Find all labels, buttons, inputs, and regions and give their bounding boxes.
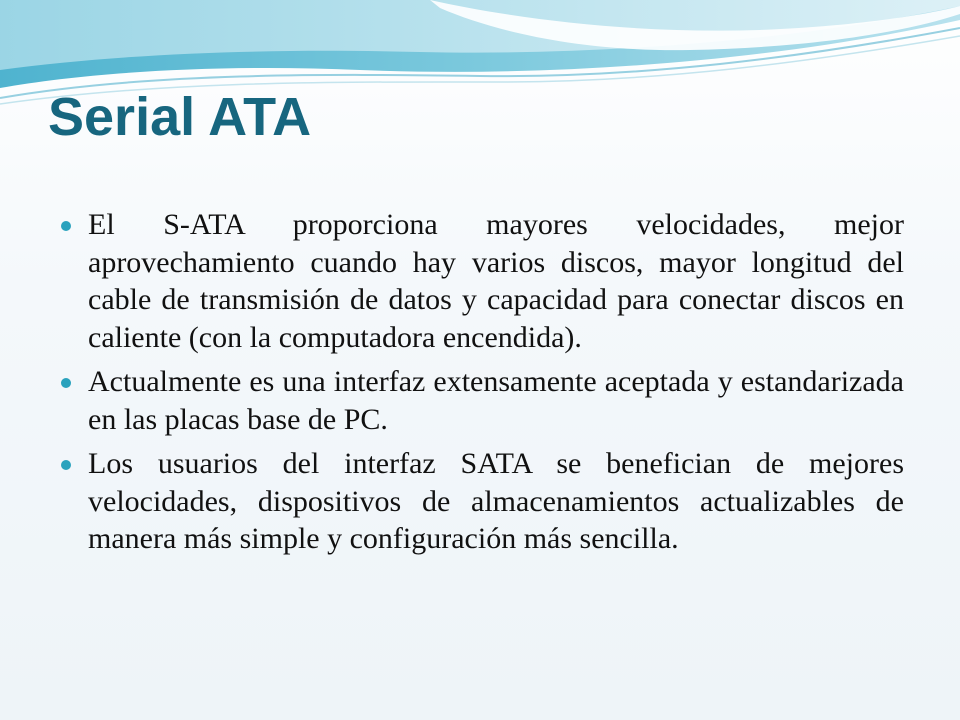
bullet-text: Actualmente es una interfaz extensamente aceptada y estandarizada en las placas base de PC. <box>88 365 904 436</box>
bullet-text: El S-ATA proporciona mayores velocidades, mejor aprovechamiento cuando hay varios discos, mayor longitud del cable de transmisión de datos y capacidad para conectar discos en caliente (con la computadora encendida). <box>88 208 904 354</box>
bullet-text: Los usuarios del interfaz SATA se benefician de mejores velocidades, dispositivos de almacenamientos actualizables de manera más simple y configuración más sencilla. <box>88 447 904 555</box>
bullet-icon <box>61 221 71 231</box>
bullet-item <box>88 363 904 438</box>
bullet-icon <box>61 378 71 388</box>
slide-title: Serial ATA <box>48 87 312 147</box>
bullet-item <box>88 445 904 558</box>
bullet-icon <box>61 460 71 470</box>
bullet-item <box>88 206 904 356</box>
bullet-list <box>88 206 904 565</box>
